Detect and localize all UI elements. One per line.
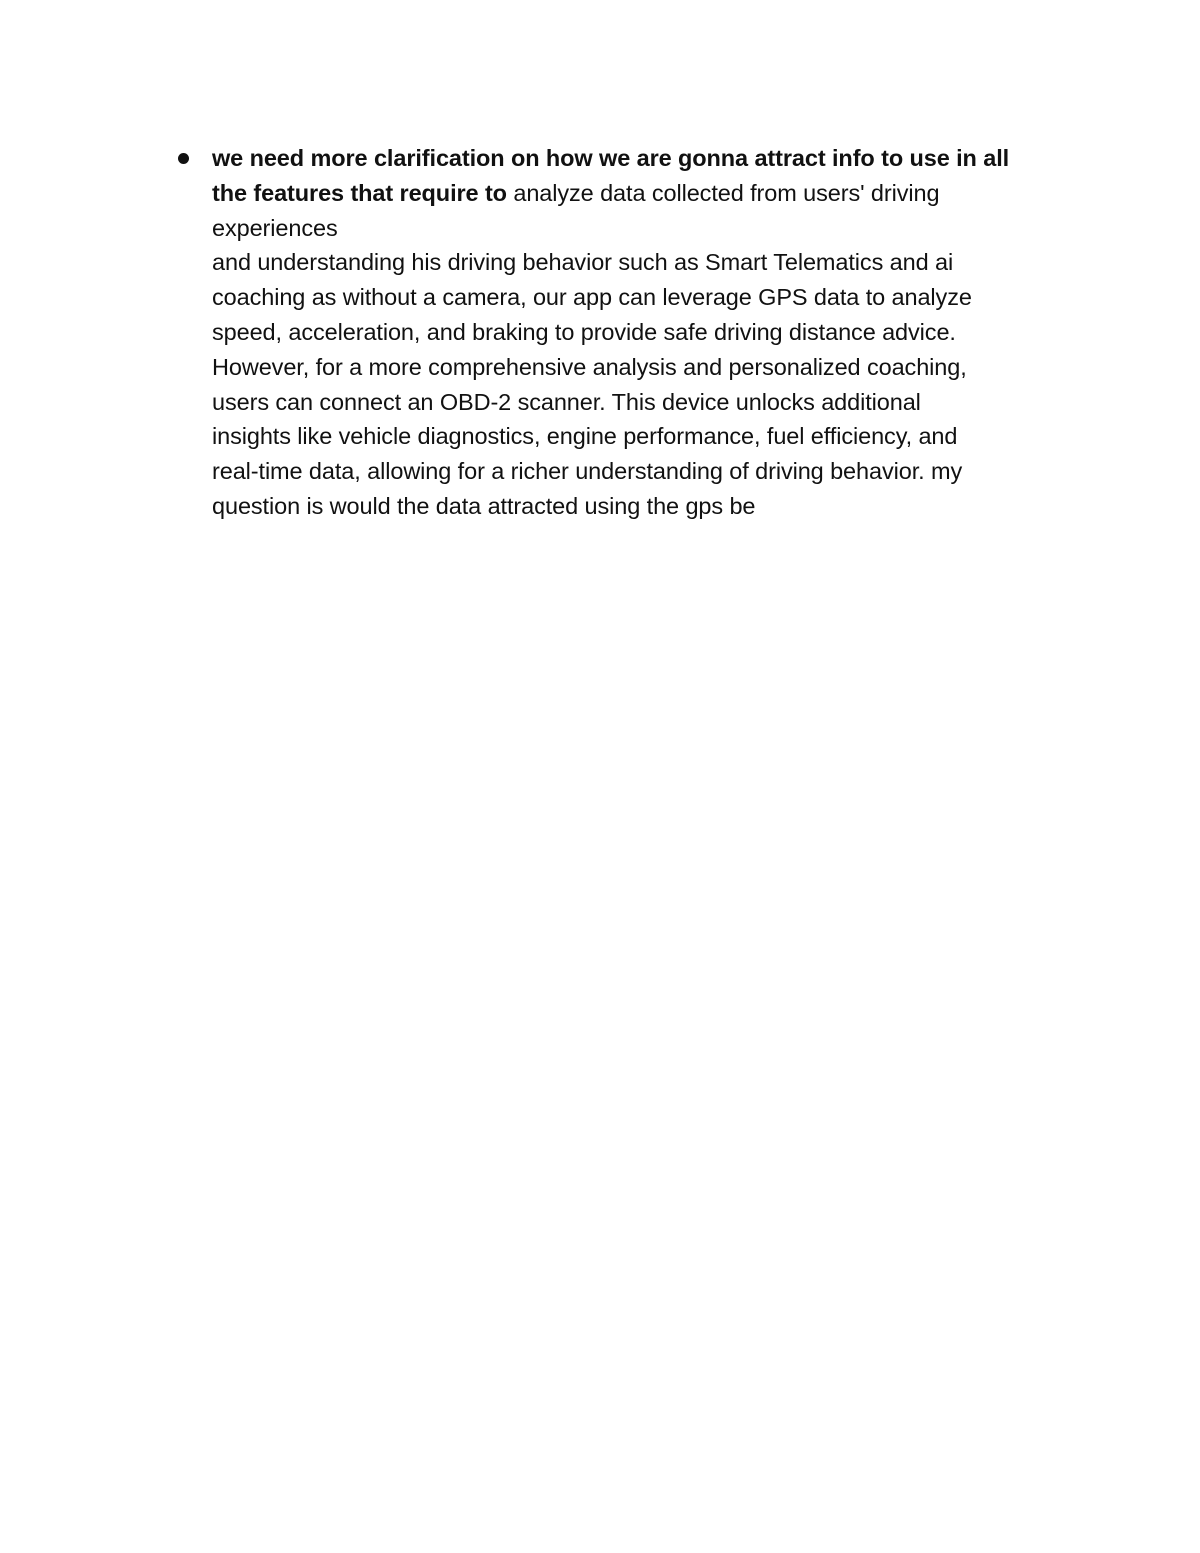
bullet-line-2	[212, 176, 1052, 211]
bullet-line-8: users can connect an OBD-2 scanner. This device unlocks additional	[212, 388, 921, 415]
bullet-line-4: and understanding his driving behavior such as Smart Telematics and ai	[212, 249, 954, 276]
bullet-line-11: question is would the data attracted using the gps be	[212, 492, 756, 519]
bullet-list	[172, 141, 1052, 524]
bullet-dot-icon	[178, 153, 189, 164]
bullet-line-9: insights like vehicle diagnostics, engine performance, fuel efficiency, and	[212, 423, 958, 450]
bullet-line-1: we need more clarification on how we are gonna attract info to use in all	[212, 145, 1010, 171]
bullet-line-10: real-time data, allowing for a richer understanding of driving behavior. my	[212, 458, 963, 485]
bullet-line-3: experiences	[212, 214, 338, 241]
bullet-line-7: However, for a more comprehensive analysis and personalized coaching,	[212, 353, 967, 380]
bullet-item	[172, 141, 1052, 524]
bullet-line-2-rest: analyze data collected from users' driving	[506, 179, 940, 206]
bullet-line-2-bold: the features that require to	[212, 179, 507, 206]
bullet-line-6: speed, acceleration, and braking to provide safe driving distance advice.	[212, 318, 956, 345]
bullet-line-5: coaching as without a camera, our app can leverage GPS data to analyze	[212, 284, 972, 311]
